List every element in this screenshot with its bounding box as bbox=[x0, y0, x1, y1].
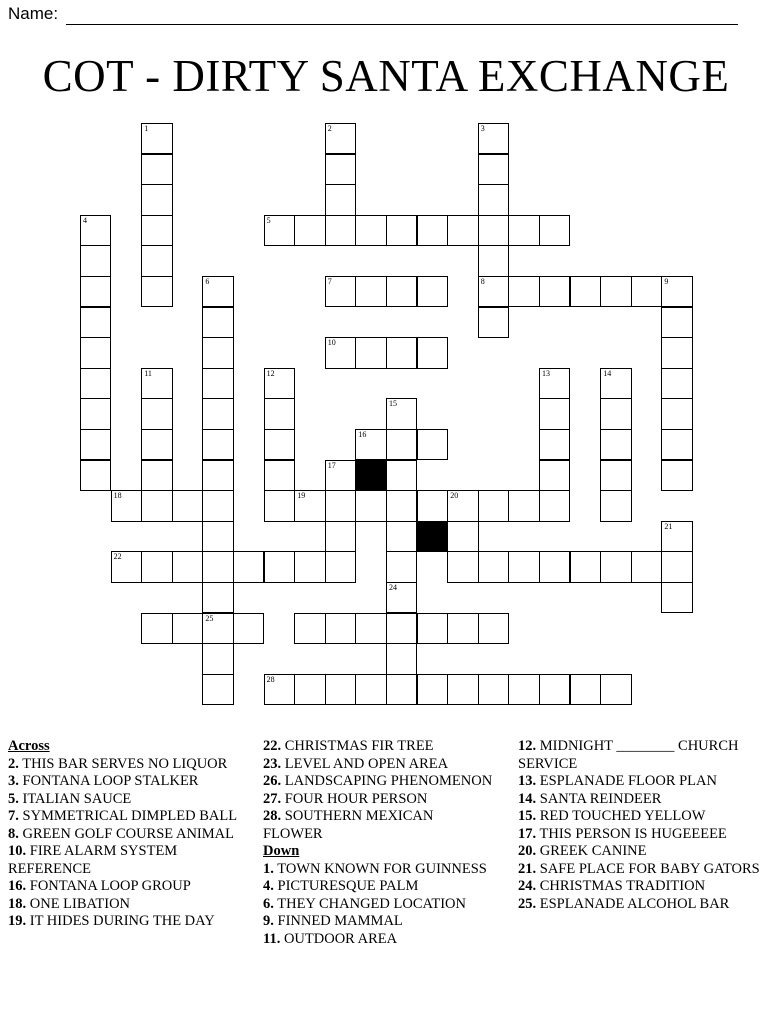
clue-item-number: 1. bbox=[263, 860, 274, 877]
clue-item bbox=[518, 808, 763, 826]
grid-cell[interactable] bbox=[600, 551, 631, 582]
clue-number: 9 bbox=[664, 277, 669, 286]
grid-cell[interactable] bbox=[111, 490, 142, 521]
grid-cell[interactable] bbox=[570, 674, 601, 705]
clue-number: 17 bbox=[327, 460, 336, 470]
grid-cell[interactable] bbox=[508, 276, 539, 307]
grid-cell[interactable] bbox=[417, 215, 448, 246]
grid-cell[interactable] bbox=[478, 613, 509, 644]
grid-cell[interactable] bbox=[355, 613, 386, 644]
grid-cell[interactable] bbox=[141, 368, 172, 399]
grid-cell[interactable] bbox=[355, 276, 386, 307]
grid-cell[interactable] bbox=[661, 551, 692, 582]
grid-cell[interactable] bbox=[386, 215, 417, 246]
clue-number: 6 bbox=[205, 277, 210, 286]
grid-cell[interactable] bbox=[264, 551, 295, 582]
clue-item bbox=[8, 756, 240, 774]
clue-number: 28 bbox=[266, 674, 275, 684]
grid-cell[interactable] bbox=[325, 184, 356, 215]
clue-item-number: 14. bbox=[518, 790, 537, 807]
clue-number: 4 bbox=[83, 215, 87, 225]
grid-cell[interactable] bbox=[539, 429, 570, 460]
grid-cell[interactable] bbox=[80, 368, 111, 399]
grid-cell[interactable] bbox=[141, 123, 172, 154]
clue-item bbox=[263, 773, 495, 791]
grid-cell[interactable] bbox=[661, 337, 692, 368]
clue-item-number: 8. bbox=[8, 825, 19, 842]
grid-cell[interactable] bbox=[417, 276, 448, 307]
clue-item bbox=[518, 843, 763, 861]
grid-cell[interactable] bbox=[661, 429, 692, 460]
grid-cell[interactable] bbox=[202, 521, 233, 552]
clue-item bbox=[518, 791, 763, 809]
grid-cell[interactable] bbox=[202, 582, 233, 613]
clue-item-number: 21. bbox=[518, 860, 537, 877]
clue-number: 3 bbox=[480, 124, 485, 133]
clue-item bbox=[518, 826, 763, 844]
clue-item-text: ITALIAN SAUCE bbox=[22, 790, 132, 807]
grid-cell[interactable] bbox=[325, 123, 356, 154]
grid-cell[interactable] bbox=[508, 215, 539, 246]
grid-cell[interactable] bbox=[508, 674, 539, 705]
grid-cell[interactable] bbox=[478, 490, 509, 521]
clue-item-text: FINNED MAMMAL bbox=[277, 913, 403, 929]
clue-item-text: SANTA REINDEER bbox=[539, 790, 662, 807]
clue-column-1 bbox=[8, 738, 240, 931]
clue-item-text: GREEK CANINE bbox=[539, 843, 647, 859]
clue-item-text: IT HIDES DURING THE DAY bbox=[29, 913, 215, 929]
clue-number: 11 bbox=[144, 368, 152, 378]
clue-item bbox=[8, 878, 240, 896]
grid-cell[interactable] bbox=[264, 429, 295, 460]
grid-cell[interactable] bbox=[539, 674, 570, 705]
clue-number: 18 bbox=[113, 491, 122, 501]
grid-cell[interactable] bbox=[478, 674, 509, 705]
grid-cell[interactable] bbox=[355, 429, 386, 460]
grid-cell[interactable] bbox=[80, 215, 111, 246]
grid-cell[interactable] bbox=[111, 551, 142, 582]
clue-item-number: 28. bbox=[263, 808, 282, 824]
clue-number: 5 bbox=[266, 215, 271, 225]
grid-cell[interactable] bbox=[202, 429, 233, 460]
clue-item-number: 19. bbox=[8, 913, 27, 929]
clue-item bbox=[8, 791, 240, 809]
grid-cell[interactable] bbox=[478, 551, 509, 582]
grid-cell[interactable] bbox=[141, 245, 172, 276]
grid-cell[interactable] bbox=[661, 460, 692, 491]
grid-cell[interactable] bbox=[294, 613, 325, 644]
grid-cell[interactable] bbox=[202, 674, 233, 705]
grid-cell[interactable] bbox=[141, 551, 172, 582]
clue-item-text: LANDSCAPING PHENOMENON bbox=[284, 773, 493, 789]
clue-item bbox=[518, 878, 763, 896]
grid-cell[interactable] bbox=[661, 582, 692, 613]
clue-item-number: 7. bbox=[8, 808, 19, 824]
clue-number: 13 bbox=[542, 368, 550, 378]
grid-cell[interactable] bbox=[539, 551, 570, 582]
clue-item-text: FOUR HOUR PERSON bbox=[284, 790, 428, 807]
grid-cell[interactable] bbox=[202, 307, 233, 338]
clue-number: 7 bbox=[327, 277, 332, 286]
grid-cell[interactable] bbox=[233, 551, 264, 582]
grid-cell[interactable] bbox=[600, 674, 631, 705]
clue-column-3 bbox=[518, 738, 763, 913]
grid-cell[interactable] bbox=[539, 490, 570, 521]
grid-cell[interactable] bbox=[386, 521, 417, 552]
grid-cell[interactable] bbox=[294, 490, 325, 521]
black-cell bbox=[417, 521, 448, 552]
clue-number: 2 bbox=[327, 124, 332, 133]
grid-cell[interactable] bbox=[447, 551, 478, 582]
clue-item-number: 11. bbox=[263, 930, 281, 947]
grid-cell[interactable] bbox=[508, 490, 539, 521]
clue-item bbox=[263, 756, 495, 774]
clue-item bbox=[263, 878, 495, 896]
grid-cell[interactable] bbox=[417, 490, 448, 521]
clue-item bbox=[8, 826, 240, 844]
clue-item-text: OUTDOOR AREA bbox=[283, 930, 398, 947]
grid-cell[interactable] bbox=[202, 460, 233, 491]
clue-number: 20 bbox=[450, 491, 459, 501]
clue-item-text: ESPLANADE ALCOHOL BAR bbox=[539, 895, 730, 912]
grid-cell[interactable] bbox=[264, 674, 295, 705]
name-label: Name: bbox=[8, 4, 59, 23]
clue-item-text: SAFE PLACE FOR BABY GATORS bbox=[539, 860, 760, 877]
grid-cell[interactable] bbox=[539, 460, 570, 491]
grid-cell[interactable] bbox=[264, 368, 295, 399]
clue-item-text: THIS BAR SERVES NO LIQUOR bbox=[22, 755, 228, 772]
grid-cell[interactable] bbox=[447, 674, 478, 705]
grid-cell[interactable] bbox=[570, 276, 601, 307]
grid-cell[interactable] bbox=[447, 613, 478, 644]
grid-cell[interactable] bbox=[600, 398, 631, 429]
clue-item bbox=[263, 896, 495, 914]
grid-cell[interactable] bbox=[202, 368, 233, 399]
grid-cell[interactable] bbox=[417, 674, 448, 705]
clue-item-number: 27. bbox=[263, 790, 282, 807]
grid-cell[interactable] bbox=[80, 337, 111, 368]
clue-item bbox=[8, 808, 240, 826]
clue-item bbox=[263, 738, 495, 756]
clue-number: 12 bbox=[266, 368, 275, 378]
grid-cell[interactable] bbox=[325, 521, 356, 552]
clue-item-number: 26. bbox=[263, 773, 282, 789]
grid-cell[interactable] bbox=[141, 613, 172, 644]
grid-cell[interactable] bbox=[661, 276, 692, 307]
grid-cell[interactable] bbox=[386, 276, 417, 307]
grid-cell[interactable] bbox=[141, 215, 172, 246]
grid-cell[interactable] bbox=[478, 154, 509, 185]
grid-cell[interactable] bbox=[661, 307, 692, 338]
clue-number: 15 bbox=[389, 399, 397, 409]
grid-cell[interactable] bbox=[417, 429, 448, 460]
grid-cell[interactable] bbox=[325, 276, 356, 307]
grid-cell[interactable] bbox=[478, 123, 509, 154]
grid-cell[interactable] bbox=[661, 521, 692, 552]
clue-item-text: ONE LIBATION bbox=[29, 895, 131, 912]
grid-cell[interactable] bbox=[202, 551, 233, 582]
clue-number: 1 bbox=[144, 124, 149, 133]
grid-cell[interactable] bbox=[386, 674, 417, 705]
clue-item-number: 15. bbox=[518, 808, 537, 824]
clue-number: 22 bbox=[113, 552, 122, 562]
clue-item-number: 24. bbox=[518, 878, 537, 894]
grid-cell[interactable] bbox=[600, 276, 631, 307]
grid-cell[interactable] bbox=[202, 276, 233, 307]
clue-item-text: FONTANA LOOP STALKER bbox=[22, 773, 199, 789]
grid-cell[interactable] bbox=[80, 307, 111, 338]
grid-cell[interactable] bbox=[386, 398, 417, 429]
clue-item-text: FIRE ALARM SYSTEM REFERENCE bbox=[8, 843, 178, 877]
clue-item-text: PICTURESQUE PALM bbox=[277, 878, 419, 894]
grid-cell[interactable] bbox=[264, 398, 295, 429]
clue-item-text: MIDNIGHT ________ CHURCH SERVICE bbox=[518, 738, 739, 772]
grid-cell[interactable] bbox=[478, 184, 509, 215]
grid-cell[interactable] bbox=[478, 276, 509, 307]
clue-item bbox=[263, 791, 495, 809]
grid-cell[interactable] bbox=[80, 276, 111, 307]
grid-cell[interactable] bbox=[600, 429, 631, 460]
grid-cell[interactable] bbox=[264, 215, 295, 246]
clue-item-number: 17. bbox=[518, 825, 537, 842]
clue-item-number: 12. bbox=[518, 738, 537, 754]
grid-cell[interactable] bbox=[631, 551, 662, 582]
grid-cell[interactable] bbox=[417, 337, 448, 368]
grid-cell[interactable] bbox=[447, 490, 478, 521]
grid-cell[interactable] bbox=[570, 551, 601, 582]
clue-item-text: ESPLANADE FLOOR PLAN bbox=[539, 773, 717, 789]
grid-cell[interactable] bbox=[386, 337, 417, 368]
grid-cell[interactable] bbox=[508, 551, 539, 582]
grid-cell[interactable] bbox=[386, 490, 417, 521]
clue-item-number: 3. bbox=[8, 773, 19, 789]
grid-cell[interactable] bbox=[325, 613, 356, 644]
grid-cell[interactable] bbox=[325, 154, 356, 185]
across-header: Across bbox=[8, 738, 50, 754]
clue-item bbox=[518, 738, 763, 773]
grid-cell[interactable] bbox=[80, 245, 111, 276]
grid-cell[interactable] bbox=[172, 490, 203, 521]
grid-cell[interactable] bbox=[80, 398, 111, 429]
clue-item-number: 22. bbox=[263, 738, 282, 754]
clue-number: 16 bbox=[358, 430, 367, 439]
clue-item-text: FONTANA LOOP GROUP bbox=[29, 878, 191, 894]
grid-cell[interactable] bbox=[141, 276, 172, 307]
black-cell bbox=[355, 460, 386, 491]
grid-cell[interactable] bbox=[417, 613, 448, 644]
grid-cell[interactable] bbox=[355, 337, 386, 368]
clue-item-number: 23. bbox=[263, 755, 282, 772]
grid-cell[interactable] bbox=[661, 368, 692, 399]
grid-cell[interactable] bbox=[478, 215, 509, 246]
clue-item-text: SOUTHERN MEXICAN FLOWER bbox=[263, 808, 434, 842]
clue-number: 19 bbox=[297, 491, 306, 501]
grid-cell[interactable] bbox=[600, 368, 631, 399]
down-header: Down bbox=[263, 843, 300, 859]
clue-item bbox=[263, 861, 495, 879]
clue-item-text: RED TOUCHED YELLOW bbox=[539, 808, 706, 824]
clue-number: 25 bbox=[205, 613, 214, 623]
grid-cell[interactable] bbox=[141, 398, 172, 429]
clue-item-text: SYMMETRICAL DIMPLED BALL bbox=[22, 808, 238, 824]
grid-cell[interactable] bbox=[325, 674, 356, 705]
grid-cell[interactable] bbox=[80, 460, 111, 491]
grid-cell[interactable] bbox=[355, 674, 386, 705]
grid-cell[interactable] bbox=[539, 398, 570, 429]
clue-item-number: 6. bbox=[263, 895, 274, 912]
grid-cell[interactable] bbox=[386, 551, 417, 582]
grid-cell[interactable] bbox=[386, 429, 417, 460]
clue-item-text: THEY CHANGED LOCATION bbox=[277, 895, 466, 912]
clue-number: 14 bbox=[603, 368, 612, 378]
clue-item bbox=[518, 861, 763, 879]
clue-item bbox=[8, 773, 240, 791]
grid-cell[interactable] bbox=[539, 276, 570, 307]
clue-item-number: 16. bbox=[8, 878, 27, 894]
clue-item bbox=[518, 773, 763, 791]
grid-cell[interactable] bbox=[233, 613, 264, 644]
clue-item bbox=[8, 843, 240, 878]
grid-cell[interactable] bbox=[447, 215, 478, 246]
clue-number: 10 bbox=[327, 338, 336, 348]
grid-cell[interactable] bbox=[141, 154, 172, 185]
clue-column-2 bbox=[263, 738, 495, 948]
clue-item-number: 20. bbox=[518, 843, 537, 859]
clue-item-text: CHRISTMAS TRADITION bbox=[539, 878, 706, 894]
grid-cell[interactable] bbox=[325, 337, 356, 368]
grid-cell[interactable] bbox=[202, 613, 233, 644]
clue-item-text: TOWN KNOWN FOR GUINNESS bbox=[277, 860, 487, 877]
clue-item-number: 18. bbox=[8, 895, 27, 912]
grid-cell[interactable] bbox=[600, 460, 631, 491]
grid-cell[interactable] bbox=[478, 307, 509, 338]
clue-item bbox=[8, 913, 240, 931]
clue-item-number: 9. bbox=[263, 913, 274, 929]
grid-cell[interactable] bbox=[447, 521, 478, 552]
clue-number: 8 bbox=[480, 277, 485, 286]
grid-cell[interactable] bbox=[172, 613, 203, 644]
clue-item-number: 2. bbox=[8, 755, 19, 772]
grid-cell[interactable] bbox=[386, 582, 417, 613]
clue-item-text: GREEN GOLF COURSE ANIMAL bbox=[22, 825, 234, 842]
grid-cell[interactable] bbox=[80, 429, 111, 460]
grid-cell[interactable] bbox=[141, 429, 172, 460]
clue-item-number: 13. bbox=[518, 773, 537, 789]
grid-cell[interactable] bbox=[325, 490, 356, 521]
grid-cell[interactable] bbox=[202, 490, 233, 521]
grid-cell[interactable] bbox=[631, 276, 662, 307]
grid-cell[interactable] bbox=[325, 215, 356, 246]
grid-cell[interactable] bbox=[661, 398, 692, 429]
grid-cell[interactable] bbox=[202, 643, 233, 674]
clue-item-number: 10. bbox=[8, 843, 27, 859]
grid-cell[interactable] bbox=[478, 245, 509, 276]
grid-cell[interactable] bbox=[386, 460, 417, 491]
clue-item bbox=[263, 808, 495, 843]
grid-cell[interactable] bbox=[141, 460, 172, 491]
grid-cell[interactable] bbox=[172, 551, 203, 582]
clue-item-number: 5. bbox=[8, 790, 19, 807]
grid-cell[interactable] bbox=[355, 215, 386, 246]
puzzle-title: COT - DIRTY SANTA EXCHANGE bbox=[42, 51, 730, 101]
clue-item bbox=[263, 931, 495, 949]
clue-item-number: 25. bbox=[518, 895, 537, 912]
grid-cell[interactable] bbox=[141, 490, 172, 521]
clue-number: 21 bbox=[664, 521, 673, 531]
grid-cell[interactable] bbox=[202, 337, 233, 368]
clue-item-text: THIS PERSON IS HUGEEEEE bbox=[539, 825, 727, 842]
clue-number: 24 bbox=[389, 583, 397, 592]
clue-item bbox=[8, 896, 240, 914]
grid-cell[interactable] bbox=[325, 460, 356, 491]
grid-cell[interactable] bbox=[264, 490, 295, 521]
grid-cell[interactable] bbox=[325, 551, 356, 582]
grid-cell[interactable] bbox=[141, 184, 172, 215]
grid-cell[interactable] bbox=[600, 490, 631, 521]
grid-cell[interactable] bbox=[202, 398, 233, 429]
grid-cell[interactable] bbox=[386, 613, 417, 644]
grid-cell[interactable] bbox=[294, 674, 325, 705]
clue-item-text: LEVEL AND OPEN AREA bbox=[284, 755, 449, 772]
clue-item bbox=[518, 896, 763, 914]
grid-cell[interactable] bbox=[386, 643, 417, 674]
grid-cell[interactable] bbox=[294, 215, 325, 246]
clue-item-number: 4. bbox=[263, 878, 274, 894]
clue-item-text: CHRISTMAS FIR TREE bbox=[284, 738, 434, 754]
grid-cell[interactable] bbox=[355, 490, 386, 521]
grid-cell[interactable] bbox=[264, 460, 295, 491]
grid-cell[interactable] bbox=[294, 551, 325, 582]
grid-cell[interactable] bbox=[539, 215, 570, 246]
clue-item bbox=[263, 913, 495, 931]
grid-cell[interactable] bbox=[539, 368, 570, 399]
